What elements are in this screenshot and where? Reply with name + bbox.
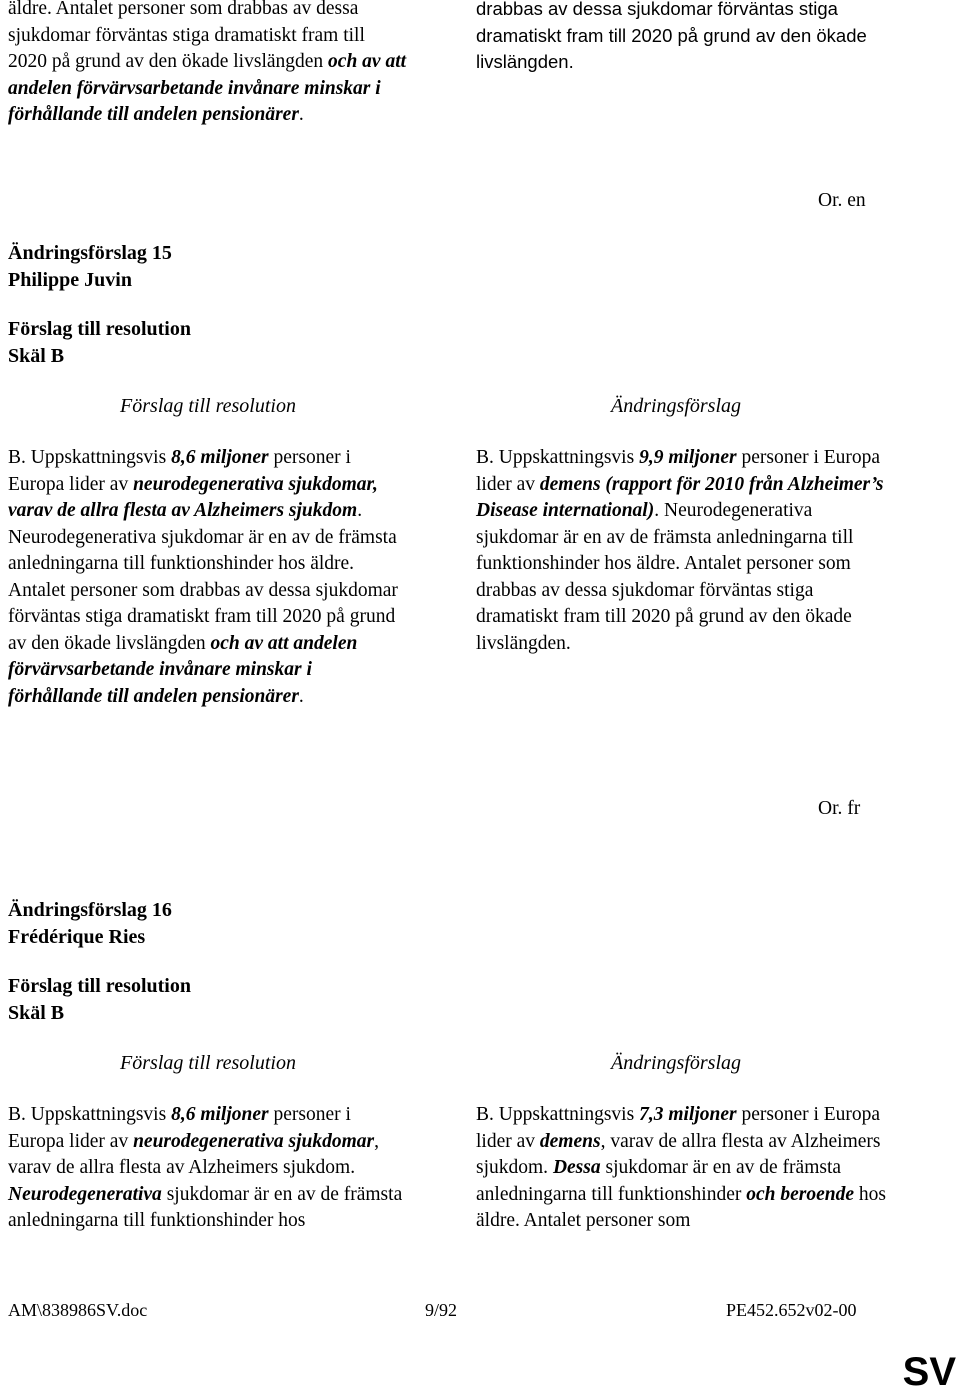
- text-run: B. Uppskattningsvis: [8, 1104, 172, 1125]
- text-run: B. Uppskattningsvis: [476, 1104, 640, 1125]
- text-run: sjukdomar är en av de främsta anledningarna till funktionshinder: [476, 1157, 842, 1205]
- amendment-15-doc-type: Förslag till resolution: [8, 318, 191, 340]
- amendment-15-right-text: [476, 445, 886, 657]
- amendment-16-doc-type: Förslag till resolution: [8, 975, 191, 997]
- text-run-emphasis: och beroende: [746, 1183, 855, 1205]
- text-run-emphasis: 8,6 miljoner: [171, 447, 269, 468]
- text-run: . Neurodegenerativa sjukdomar är en av de främsta anledningarna till funktionshinder hos äldre. Antalet personer som drabbas av dessa sjukdomar förväntas stiga dramatiskt fram till 2020 på grund av den ökade livslängden: [8, 500, 398, 654]
- top-left-emphasis: och av att andelen förvärvsarbetande invånare minskar i förhållande till andelen pensionärer: [8, 51, 407, 125]
- top-right-paragraph: drabbas av dessa sjukdomar förväntas stiga dramatiskt fram till 2020 på grund av den ökade livslängden.: [476, 0, 867, 72]
- text-run: sjukdomar är en av de främsta anledningarna till funktionshinder hos: [8, 1183, 403, 1231]
- amendment-16-section: Skäl B: [8, 1002, 65, 1024]
- text-run: hos äldre. Antalet personer som: [476, 1183, 886, 1231]
- text-run: .: [298, 685, 304, 707]
- text-run-emphasis: 9,9 miljoner: [639, 447, 737, 468]
- text-run-emphasis: 8,6 miljoner: [171, 1104, 269, 1125]
- text-run: , varav de allra flesta av Alzheimers sjukdom.: [8, 1130, 380, 1178]
- footer-page-number: 9/92: [425, 1300, 458, 1320]
- text-run-emphasis: och av att andelen förvärvsarbetande invånare minskar i förhållande till andelen pensionärer: [8, 632, 358, 707]
- text-run-emphasis: Neurodegenerativa: [8, 1183, 162, 1205]
- text-run: personer i Europa lider av: [476, 447, 881, 495]
- amendment-16-left-text: [8, 1102, 408, 1235]
- text-run-emphasis: neurodegenerativa sjukdomar, varav de allra flesta av Alzheimers sjukdom: [8, 473, 378, 521]
- text-run: personer i Europa lider av: [8, 447, 351, 495]
- text-run-emphasis: Dessa: [552, 1157, 601, 1178]
- amendment-15-section: Skäl B: [8, 345, 65, 367]
- amendment-16-right-text: [476, 1102, 886, 1235]
- amendment-15-right-caption: Ändringsförslag: [610, 395, 742, 417]
- text-run: . Neurodegenerativa sjukdomar är en av de främsta anledningarna till funktionshinder hos äldre. Antalet personer som drabbas av dessa sjukdomar förväntas stiga dramatiskt fram till 2020 på grund av den ökade livslängden.: [476, 500, 854, 654]
- amendment-16-left-caption: Förslag till resolution: [120, 1052, 296, 1074]
- amendment-16-title: Ändringsförslag 16: [8, 899, 172, 921]
- text-run: , varav de allra flesta av Alzheimers sjukdom.: [476, 1130, 881, 1178]
- footer-doc-ref: AM\838986SV.doc: [8, 1300, 148, 1320]
- original-language-16: Or. fr: [818, 798, 861, 819]
- text-run: B. Uppskattningsvis: [476, 447, 640, 468]
- text-run-emphasis: demens: [539, 1130, 601, 1152]
- top-left-end: .: [298, 104, 304, 125]
- top-left-text: äldre. Antalet personer som drabbas av dessa sjukdomar förväntas stiga dramatiskt fram till 2020 på grund av den ökade livslängden: [8, 0, 365, 72]
- amendment-16-right-caption: Ändringsförslag: [610, 1052, 742, 1074]
- top-left-paragraph: [8, 0, 408, 129]
- original-language-15: Or. en: [818, 190, 866, 211]
- amendment-15-left-text: [8, 445, 408, 710]
- amendment-15-left-caption: Förslag till resolution: [120, 395, 296, 417]
- text-run: personer i Europa lider av: [476, 1104, 881, 1152]
- text-run-emphasis: demens (rapport för 2010 från Alzheimer’s Disease international): [476, 473, 884, 521]
- footer-language-code: SV: [902, 1350, 956, 1394]
- text-run: B. Uppskattningsvis: [8, 447, 172, 468]
- text-run-emphasis: neurodegenerativa sjukdomar: [133, 1130, 375, 1152]
- amendment-15-title: Ändringsförslag 15: [8, 242, 172, 264]
- text-run-emphasis: 7,3 miljoner: [639, 1104, 737, 1125]
- amendment-15-author: Philippe Juvin: [8, 269, 132, 291]
- footer-pe-ref: PE452.652v02-00: [726, 1300, 857, 1320]
- text-run: personer i Europa lider av: [8, 1104, 351, 1152]
- amendment-16-author: Frédérique Ries: [8, 926, 146, 948]
